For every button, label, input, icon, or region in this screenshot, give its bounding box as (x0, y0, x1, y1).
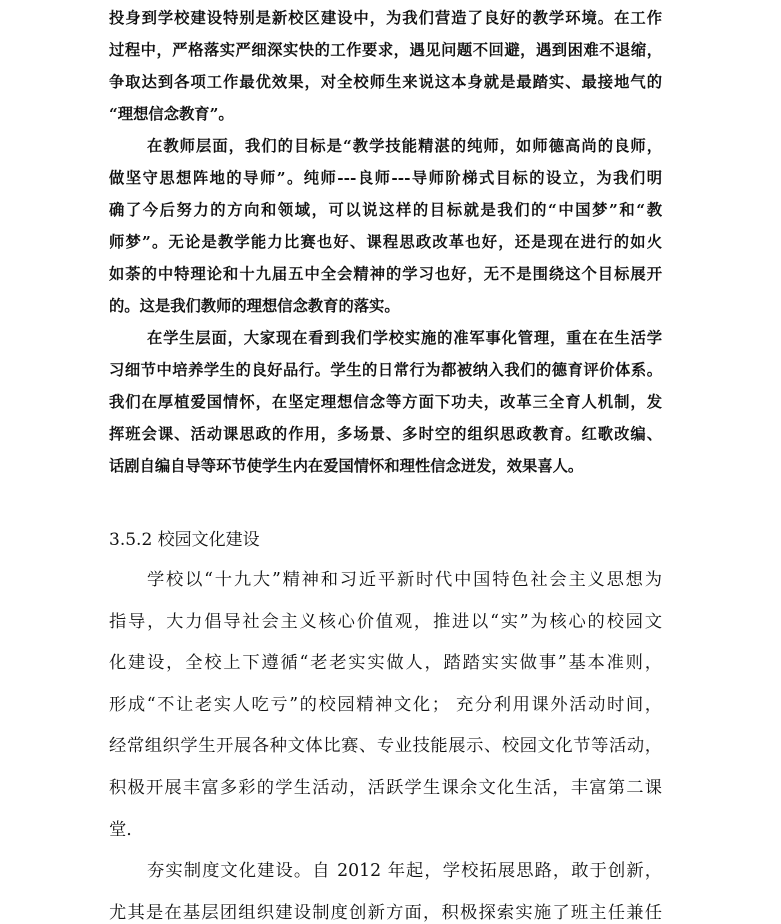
text-line: 过程中，严格落实严细深实快的工作要求，遇见问题不回避，遇到困难不退缩， (109, 41, 662, 59)
text-line: 经常组织学生开展各种文体比赛、专业技能展示、校园文化节等活动， (109, 736, 662, 757)
text-line: 争取达到各项工作最优效果，对全校师生来说这本身就是最踏实、最接地气的 (109, 73, 662, 91)
text-line: 师梦”。无论是教学能力比赛也好、课程思政改革也好，还是现在进行的如火 (109, 233, 662, 251)
section-a-body (109, 2, 662, 482)
text-line: 化建设，全校上下遵循“老老实实做人，踏踏实实做事”基本准则， (109, 653, 662, 674)
text-line: 投身到学校建设特别是新校区建设中，为我们营造了良好的教学环境。在工作 (109, 9, 662, 27)
section-heading-3-5-2: 3.5.2 校园文化建设 (109, 530, 260, 550)
text-line: 话剧自编自导等环节使学生内在爱国情怀和理性信念迸发，效果喜人。 (109, 457, 584, 475)
text-line: 确了今后努力的方向和领域，可以说这样的目标就是我们的“中国梦”和“教 (109, 201, 662, 219)
text-line: 在学生层面，大家现在看到我们学校实施的准军事化管理，重在在生活学 (147, 329, 662, 347)
text-line: “理想信念教育”。 (109, 105, 234, 123)
text-line: 形成“不让老实人吃亏”的校园精神文化； 充分利用课外活动时间， (109, 694, 662, 715)
text-line: 学校以“十九大”精神和习近平新时代中国特色社会主义思想为 (147, 570, 662, 590)
text-line: 在教师层面，我们的目标是“教学技能精湛的纯师，如师德高尚的良师， (147, 137, 662, 155)
text-line: 挥班会课、活动课思政的作用，多场景、多时空的组织思政教育。红歌改编、 (109, 425, 662, 443)
text-line: 做坚守思想阵地的导师”。纯师---良师---导师阶梯式目标的设立，为我们明 (109, 169, 662, 187)
text-line: 的。这是我们教师的理想信念教育的落实。 (109, 297, 400, 315)
text-line: 我们在厚植爱国情怀，在坚定理想信念等方面下功夫，改革三全育人机制，发 (109, 393, 662, 411)
text-line: 尤其是在基层团组织建设制度创新方面，积极探索实施了班主任兼任 (109, 902, 662, 923)
text-line: 堂. (109, 819, 132, 840)
text-line: 习细节中培养学生的良好品行。学生的日常行为都被纳入我们的德育评价体系。 (109, 361, 662, 379)
text-line: 指导，大力倡导社会主义核心价值观，推进以“实”为核心的校园文 (109, 611, 662, 632)
text-line: 夯实制度文化建设。自 2012 年起，学校拓展思路，敢于创新， (147, 861, 662, 882)
text-line: 积极开展丰富多彩的学生活动，活跃学生课余文化生活，丰富第二课 (109, 777, 662, 798)
text-line: 如荼的中特理论和十九届五中全会精神的学习也好，无不是围绕这个目标展开 (109, 265, 662, 283)
section-b-body (109, 560, 662, 924)
